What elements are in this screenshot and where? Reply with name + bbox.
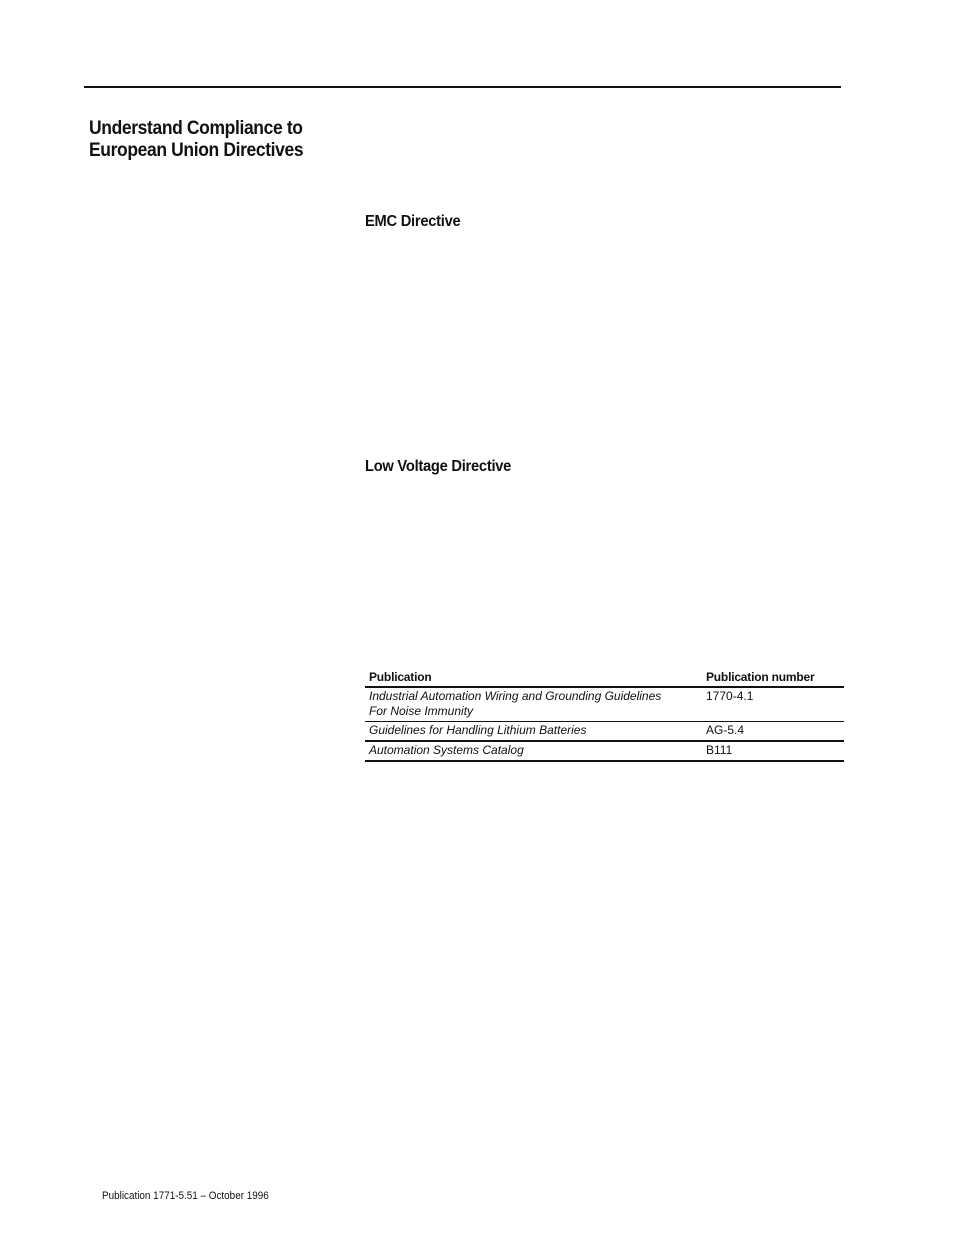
section-title bbox=[89, 118, 337, 162]
table-row bbox=[365, 687, 844, 722]
table-header-row bbox=[365, 670, 844, 687]
section-title-line-1: Understand Compliance to bbox=[89, 118, 303, 139]
publication-title-line: Industrial Automation Wiring and Grounding Guidelines bbox=[369, 689, 662, 703]
publication-table bbox=[365, 670, 844, 762]
publication-title-line: Guidelines for Handling Lithium Batteries bbox=[369, 723, 587, 737]
page-footer: Publication 1771-5.51 – October 1996 bbox=[102, 1190, 269, 1202]
top-rule bbox=[84, 86, 841, 88]
table-row bbox=[365, 722, 844, 742]
section-title-line-2: European Union Directives bbox=[89, 140, 304, 161]
publication-title-cell bbox=[365, 687, 702, 722]
publication-title-line: For Noise Immunity bbox=[369, 704, 474, 718]
publication-title-cell bbox=[365, 741, 702, 761]
publication-number-cell: 1770-4.1 bbox=[702, 687, 844, 722]
table-row bbox=[365, 741, 844, 761]
column-header-publication: Publication bbox=[365, 670, 702, 687]
publication-title-line: Automation Systems Catalog bbox=[369, 743, 524, 757]
low-voltage-directive-heading: Low Voltage Directive bbox=[365, 458, 512, 475]
publication-title-cell bbox=[365, 722, 702, 742]
publication-number-cell: AG-5.4 bbox=[702, 722, 844, 742]
column-header-publication-number: Publication number bbox=[702, 670, 844, 687]
publication-number-cell: B111 bbox=[702, 741, 844, 761]
emc-directive-heading: EMC Directive bbox=[365, 213, 461, 230]
